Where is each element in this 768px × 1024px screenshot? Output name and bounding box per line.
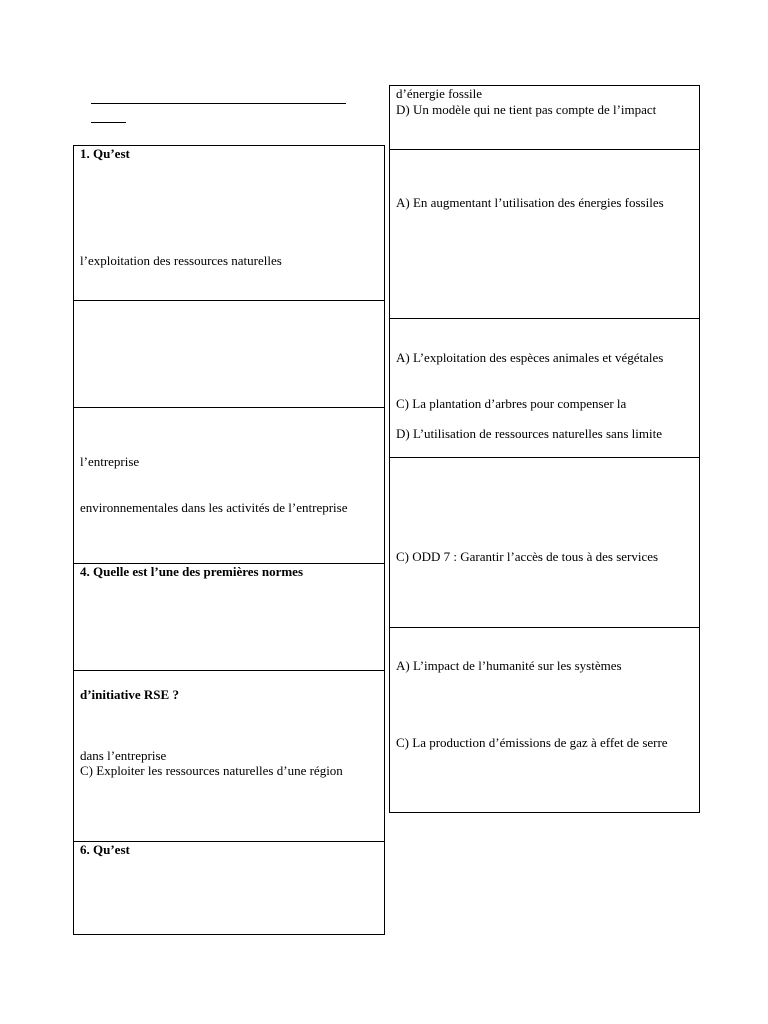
question-4-box [73, 563, 385, 671]
question-1-box [73, 145, 385, 301]
question-5-box [73, 670, 385, 842]
right-box-4-option-c: C) ODD 7 : Garantir l’accès de tous à des services [396, 549, 659, 564]
right-box-1-line: d’énergie fossile [396, 86, 483, 101]
right-box-4 [389, 457, 700, 628]
question-6-box [73, 841, 385, 935]
right-box-1-option-d: D) Un modèle qui ne tient pas compte de l’impact [396, 102, 657, 117]
right-box-5 [389, 627, 700, 813]
question-1-heading: 1. Qu’est [80, 146, 130, 161]
right-box-5-option-a: A) L’impact de l’humanité sur les systèmes [396, 658, 622, 673]
question-1-text: l’exploitation des ressources naturelles [80, 253, 282, 268]
right-box-1 [389, 85, 700, 150]
question-2-box [73, 300, 385, 408]
question-5-text-line-1: dans l’entreprise [80, 748, 167, 763]
right-box-3-option-d: D) L’utilisation de ressources naturelles sans limite [396, 426, 662, 441]
question-5-option-c: C) Exploiter les ressources naturelles d’une région [80, 763, 343, 778]
title-rule-long [91, 103, 346, 104]
question-6-heading: 6. Qu’est [80, 842, 130, 857]
right-box-3 [389, 318, 700, 458]
question-3-box [73, 407, 385, 564]
question-3-text-line-2: environnementales dans les activités de l’entreprise [80, 500, 348, 515]
question-3-text-line-1: l’entreprise [80, 454, 140, 469]
title-rule-short [91, 122, 126, 123]
question-4-heading: 4. Quelle est l’une des premières normes [80, 564, 304, 579]
right-box-2-option-a: A) En augmentant l’utilisation des énergies fossiles [396, 195, 664, 210]
right-box-3-option-a: A) L’exploitation des espèces animales et végétales [396, 350, 664, 365]
right-box-5-option-c: C) La production d’émissions de gaz à effet de serre [396, 735, 668, 750]
right-box-2 [389, 149, 700, 319]
right-box-3-option-c: C) La plantation d’arbres pour compenser la [396, 396, 627, 411]
question-5-heading: d’initiative RSE ? [80, 687, 179, 702]
